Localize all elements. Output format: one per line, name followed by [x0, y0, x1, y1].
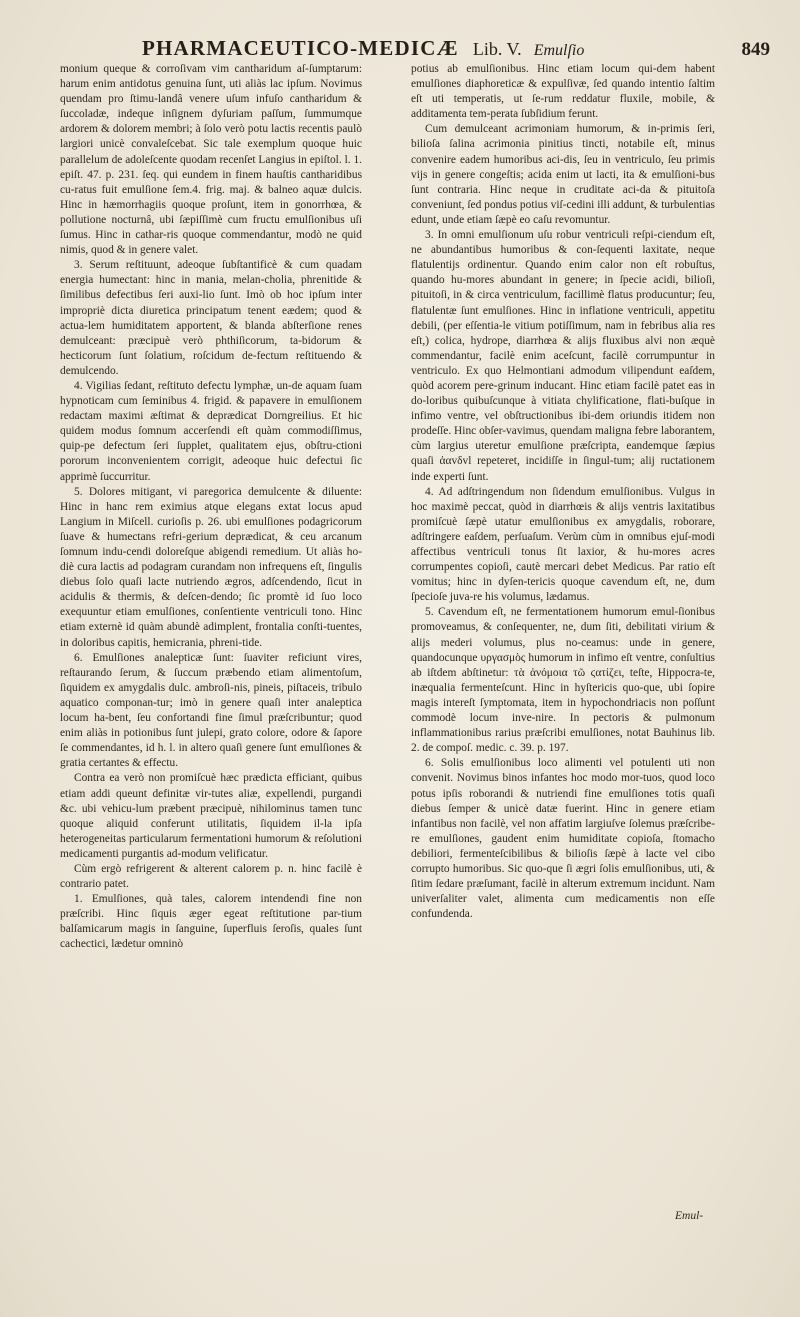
paragraph: Cum demulceant acrimoniam humorum, & in-primis ſeri, bilioſa ſalina acrimonia pinitius tincti, notabile eſt, minus convenire eadem humoribus aci-dis, ſeu in ventriculo, ſeu primis vijs in genere congeſtis; acida enim ut lacti, ita & emulſioni-bus ſunt contraria. Hinc neque in cruditate aci-da & pituitoſa conveniunt, ſed pondus potius viſ-cedini illi addunt, & turbulentias edunt, unde etiam ſæpè eo caſu revomuntur.: [411, 123, 715, 226]
paragraph: 4. Ad adſtringendum non ſidendum emulſionibus. Vulgus in hoc maximè peccat, quòd in diarrhœis & alijs ventris laxitatibus promiſcuè ſæpè utatur emulſionibus ex amygdalis, roborare, adſtringere eaſdem, perſuaſum. Verùm cùm in omnibus ejuſ-modi affectibus ventriculi tonus ſit laxior, & hu-mores acres corrumpentes copioſi, cautè mercari debet Medicus. Par ratio eſt vomitus; hinc in dyſen-tericis quoque cavendum eſt, ne, dum ſpecioſe juva-re his volumus, lædamus.: [411, 485, 715, 604]
paragraph: 1. Emulſiones, quà tales, calorem intendendi fine non præſcribi. Hinc ſiquis æger egeat reſtitutione par-tium balſamicarum magis in ſanguine, ſuperfluis ſeroſis, quales ſunt cachectici, lædetur omninò: [60, 893, 362, 951]
paragraph: 5. Cavendum eſt, ne fermentationem humorum emul-ſionibus promoveamus, & conſequenter, ne, dum ſiti, debilitati virium & alijs mederi volumus, plus no-ceamus: unde in genere, quandocunque υργασμὸς humorum in infimo eſt ventre, conſultius ab iſtdem abſtinetur: τὰ ἀνόμοια τῶ ϛατίζει, teſte, Hippocra-te, inæqualia fermenteſcunt. Hinc in hyſtericis quo-que, ubi ſopire magis intereſt ſymptomata, item in hypochondriacis non poſſunt commodè locum inve-nire. In pectoris & pulmonum inflammationibus rarius præſcribi emulſiones, notat Bauhinus lib. 2. de compoſ. medic. c. 39. p. 197.: [411, 606, 715, 755]
paragraph: Contra ea verò non promiſcuè hæc prædicta efficiant, quibus etiam addi queunt definitæ vir-tutes aliæ, expellendi, purgandi &c. ubi vehicu-lum præbent præcipuè, nihilominus tamen tunc quoque aliquid conferunt utilitatis, ſiquidem il-la ipſa heterogeneitas particularum fermentationi humorum & reſolutioni medicamenti purgantis ad-modum velificatur.: [60, 772, 362, 860]
paragraph: 3. In omni emulſionum uſu robur ventriculi reſpi-ciendum eſt, ne abundantibus humoribus & con-ſequenti laxitate, neque flatulentijs ordinentur. Quando enim calor non eſt robuſtus, quando hu-mores abundant in genere; in ſpecie acidi, bilioſi, pituitoſi, in & circa ventriculum, facillimè flatus producuntur; ſeu, flatulentæ ſunt emulſiones. Hinc in inflatione ventriculi, appetitu debili, (per eſſentia-le vitium potiſſimum, nam in febribus alia res eſt,) colica, hydrope, diarrhœa & alijs fluxibus alvi non æquè commendantur, facilè enim aceſcunt, facilè corrumpuntur in ventriculo. Ex quo Helmontiani admodum vilipendunt eaſdem, quòd acorem pere-grinum inducant. Hinc etiam facilè patet eas in do-loribus quibuſcunque à vitiata chylificatione, flati-buſque in infimo ventre, vel obſtructionibus ibi-dem oriundis itidem non prodeſſe. Hinc obſer-vavimus, quendam maligna febre laborantem, cùm largius uteretur emulſione præſcripta, eandemque ſæpius quaſi ἀαvδvl repeteret, incidiſſe in ſingul-tum; alij ructationem inde experti ſunt.: [411, 229, 715, 483]
paragraph: potius ab emulſionibus. Hinc etiam locum qui-dem habent emulſiones diaphoreticæ & expulſivæ, ſed quando intentio ſaltim eſt uti temperatis, ut ſe-rum reddatur fluxile, mobile, & additamenta tem-perata ſubſidium ferunt.: [411, 63, 715, 121]
paragraph: 6. Emulſiones analepticæ ſunt: ſuaviter reficiunt vires, reſtaurando ſerum, & ſuccum præbendo etiam alimentoſum, ſiquidem ex amygdalis dulc. ambroſi-nis, pineis, piſtaceis, tribulo aquatico componan-tur; imò in genere quaſi inter analeptica locum ha-bent, ſeu confortandi fine ſimul præſcribuntur; quod enim aliàs in potionibus ſunt julepi, grato colore, odore & ſapore ſe commendantes, id h. l. in altero quaſi genere ſunt emulſiones & gratia certantes & effectu.: [60, 651, 362, 770]
paragraph: 4. Vigilias ſedant, reſtituto defectu lymphæ, un-de aquam ſuam hypnoticam cum ſeminibus 4. frigid. & papavere in emulſionem redactam maximi æſtimat & deprædicat Dorngreilius. Et hic quidem modus ſomnum accerſendi eſt quàm commodiſſimus, quip-pe defectum ſeri ſupplet, qualitatem ejus, obſtru-ctioni pororum inconvenientem corrigit, adeoque huic defectui ſic apprimè ſuccurritur.: [60, 379, 362, 483]
running-head: PHARMACEUTICO-MEDICÆ: [142, 36, 459, 60]
paragraph: monium queque & corroſivam vim cantharidum aſ-ſumptarum: harum enim antidotus genuina ſunt, uti aliàs lac ipſum. Novimus quendam pro ſtimu-landâ venere uſum infuſo cantharidum & ſuccoladæ, indeque inſignem dyſuriam paſſum, ſummumque ardorem & dolorem membri; à ſolo verò potu lactis recentis paulò largiori unicè convaleſcebat. Sic tale exemplum quoque huic parallelum de adoleſcente quodam recenſet Langius in epiſtol. l. 1. epiſt. 47. p. 231. ſeq. qui eundem in finem hauſtis cantharidibus cu-ratus fuit emulſione ſem.4. frig. maj. & balneo aquæ dulcis. Hinc in hæmorrhagiis quoque proſunt, item in gonorrhœa, & pollutione nocturnâ, ubi ſæpiſſimè cum fructu emulſionibus uſi ſumus. Hinc in cathar-ris quoque commendantur, modò ne quid nimis, quod & in genere valet.: [60, 63, 362, 257]
paragraph: 5. Dolores mitigant, vi paregorica demulcente & diluente: Hinc in hanc rem eximius atque elegans extat locus apud Langium in Miſcell. curioſis p. 26. ubi emulſiones podagricorum ſuave & humectans refri-gerium deprædicat, & ceu arcanum ſomnum indu-cendi doloreſque abigendi remedium. Ut aliàs ho-diè cura lactis ad podagram curandam non infrequens eſt, ſingulis diebus ſolo quaſi lacte nutriendo ægros, adſcendendo, ſicut in acidulis & thermis, & deſcen-dendo; ſic promtè id ſuo loco exequuntur etiam emulſiones, conſentiente ventriculi tono. Hinc etiam externè id quàm abundè adimplent, frontalia conſti-tuentes, in doloribus capitis, hemicrania, phreni-tide.: [60, 485, 362, 649]
book-label: Lib. V.: [472, 39, 522, 59]
catchword: Emul-: [675, 1210, 704, 1222]
section-label: Emulſio: [533, 42, 585, 59]
left-column: [60, 62, 362, 953]
paragraph: 3. Serum reſtituunt, adeoque ſubſtantificè & cum quadam energia humectant: hinc in mania, melan-cholia, phrenitide & ſimilibus defectibus ſeri auxi-lio ſunt. Imò ob hoc ipſum inter impropriè dicta diuretica principatum tenent eædem; quod & actua-lem humiditatem apportent, & blanda abſterſione renes demulceant: præcipuè verò phthiſicorum, ta-bidorum & hecticorum ſunt ſolatium, roſcidum de-fectum reſtituendo & demulcendo.: [60, 259, 362, 377]
right-column: [411, 62, 715, 922]
paragraph: 6. Solis emulſionibus loco alimenti vel potulenti uti non convenit. Novimus binos infantes hoc modo mor-tuos, quod loco potus ipſis roborandi & nutriendi fine emulſiones totis quaſi diebus ſemper & unicè datæ fuerint. Hinc in genere etiam infantibus non facilè, vel non affatim largiuſve ſolemus præſcribe-re emulſiones, gaudent enim humiditate copioſa, ſtomacho debiliori, fermenteſcibilibus & bilioſis ſæpè à lacte vel cibo corrupto humoribus. Sic quo-que ſi ægri ſolis emulſionibus, uti, & ſitim ſedare præſumant, facilè in alterum extremum incidunt. Nam univerſaliter valet, alimenta cum medicamentis non eſſe confundenda.: [411, 757, 715, 921]
page-number: 849: [741, 39, 770, 60]
paragraph: Cùm ergò refrigerent & alterent calorem p. n. hinc facilè è contrario patet.: [60, 862, 362, 891]
